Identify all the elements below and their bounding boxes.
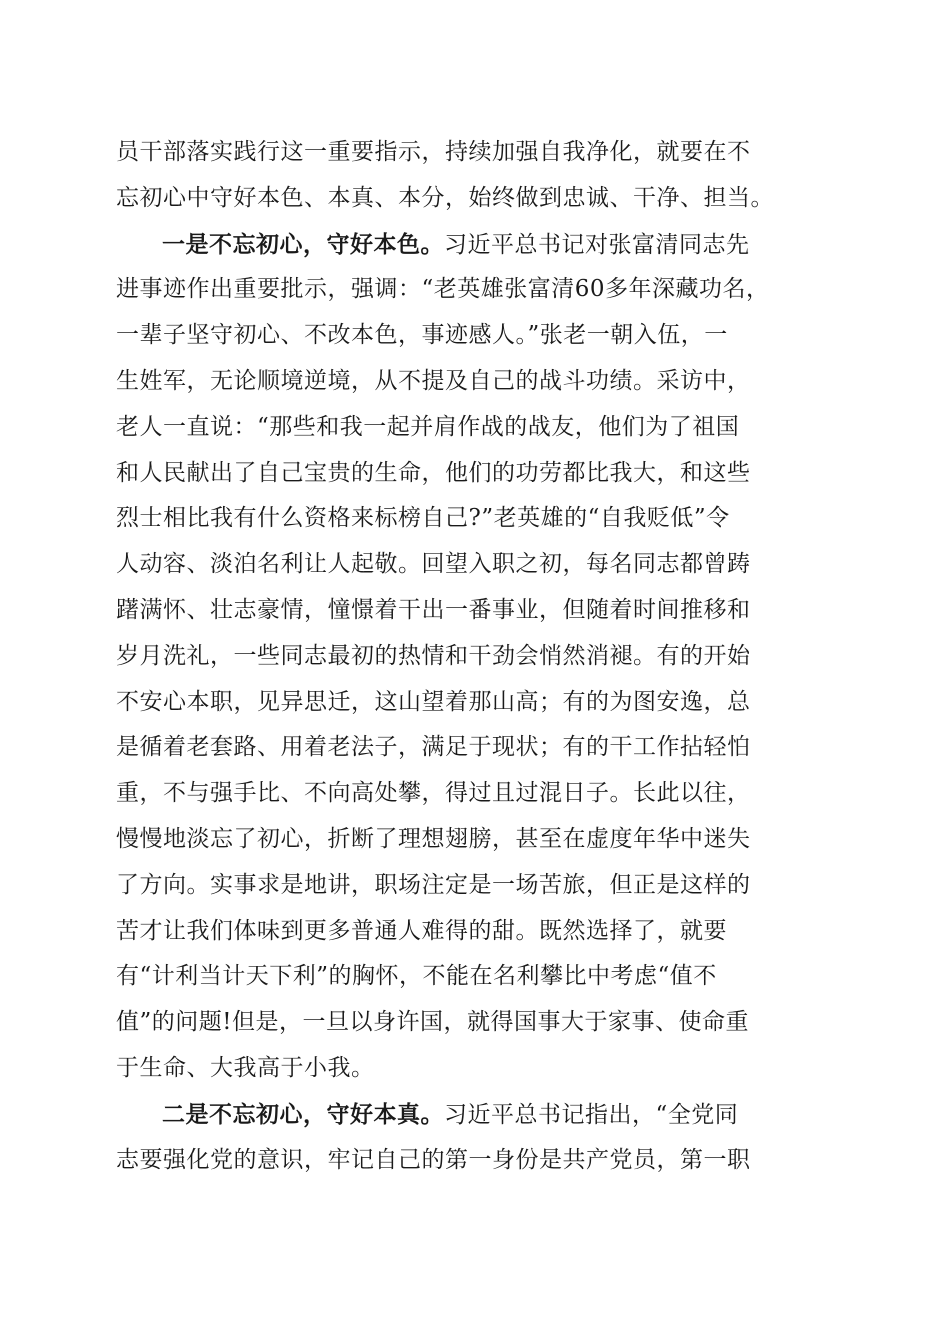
section1-line: 老人一直说：“那些和我一起并肩作战的战友，他们为了祖国 [116,413,740,440]
section1-line: 生姓军，无论顺境逆境，从不提及自己的战斗功绩。采访中， [116,367,751,394]
section1-line: 于生命、大我高于小我。 [116,1054,375,1081]
section1-line: 慢慢地淡忘了初心，折断了理想翅膀，甚至在虚度年华中迷失 [116,825,751,852]
section1-line: 躇满怀、壮志豪情，憧憬着干出一番事业，但随着时间推移和 [116,596,751,623]
section1-line: 岁月洗礼，一些同志最初的热情和干劲会悄然消褪。有的开始 [116,642,751,669]
section1-line: 进事迹作出重要批示，强调：“老英雄张富清60多年深藏功名， [116,276,770,303]
section2-heading: 二是不忘初心，守好本真。 [162,1100,444,1128]
section1-line: 重，不与强手比、不向高处攀，得过且过混日子。长此以往， [116,780,751,807]
intro-line-1: 员干部落实践行这一重要指示，持续加强自我净化，就要在不 [116,139,751,165]
section1-line: 值”的问题!但是，一旦以身许国，就得国事大于家事、使命重 [116,1009,750,1036]
section1-line: 一辈子坚守初心、不改本色，事迹感人。”张老一朝入伍，一 [116,322,728,349]
section2-first-line-rest: 习近平总书记指出，“全党同 [444,1101,739,1128]
section1-first-line [116,222,836,268]
section1-line: 有“计利当计天下利”的胸怀，不能在名利攀比中考虑“值不 [116,963,717,990]
section1-line: 是循着老套路、用着老法子，满足于现状；有的干工作拈轻怕 [116,734,751,761]
section2-first-line [116,1092,836,1138]
intro-line-2: 忘初心中守好本色、本真、本分，始终做到忠诚、干净、担当。 [116,184,774,211]
section1-line: 人动容、淡泊名利让人起敬。回望入职之初，每名同志都曾踌 [116,551,751,578]
section1-line: 和人民献出了自己宝贵的生命，他们的功劳都比我大，和这些 [116,459,751,486]
section1-first-line-rest: 习近平总书记对张富清同志先 [444,231,750,258]
section1-line: 了方向。实事求是地讲，职场注定是一场苦旅，但正是这样的 [116,871,751,898]
section2-line: 志要强化党的意识，牢记自己的第一身份是共产党员，第一职 [116,1146,751,1173]
body-text [116,130,836,1183]
section1-line: 不安心本职，见异思迁，这山望着那山高；有的为图安逸，总 [116,688,751,715]
section1-heading: 一是不忘初心，守好本色。 [162,230,444,258]
section1-line: 苦才让我们体味到更多普通人难得的甜。既然选择了，就要 [116,917,727,944]
section1-line: 烈士相比我有什么资格来标榜自己?”老英雄的“自我贬低”令 [116,505,730,532]
